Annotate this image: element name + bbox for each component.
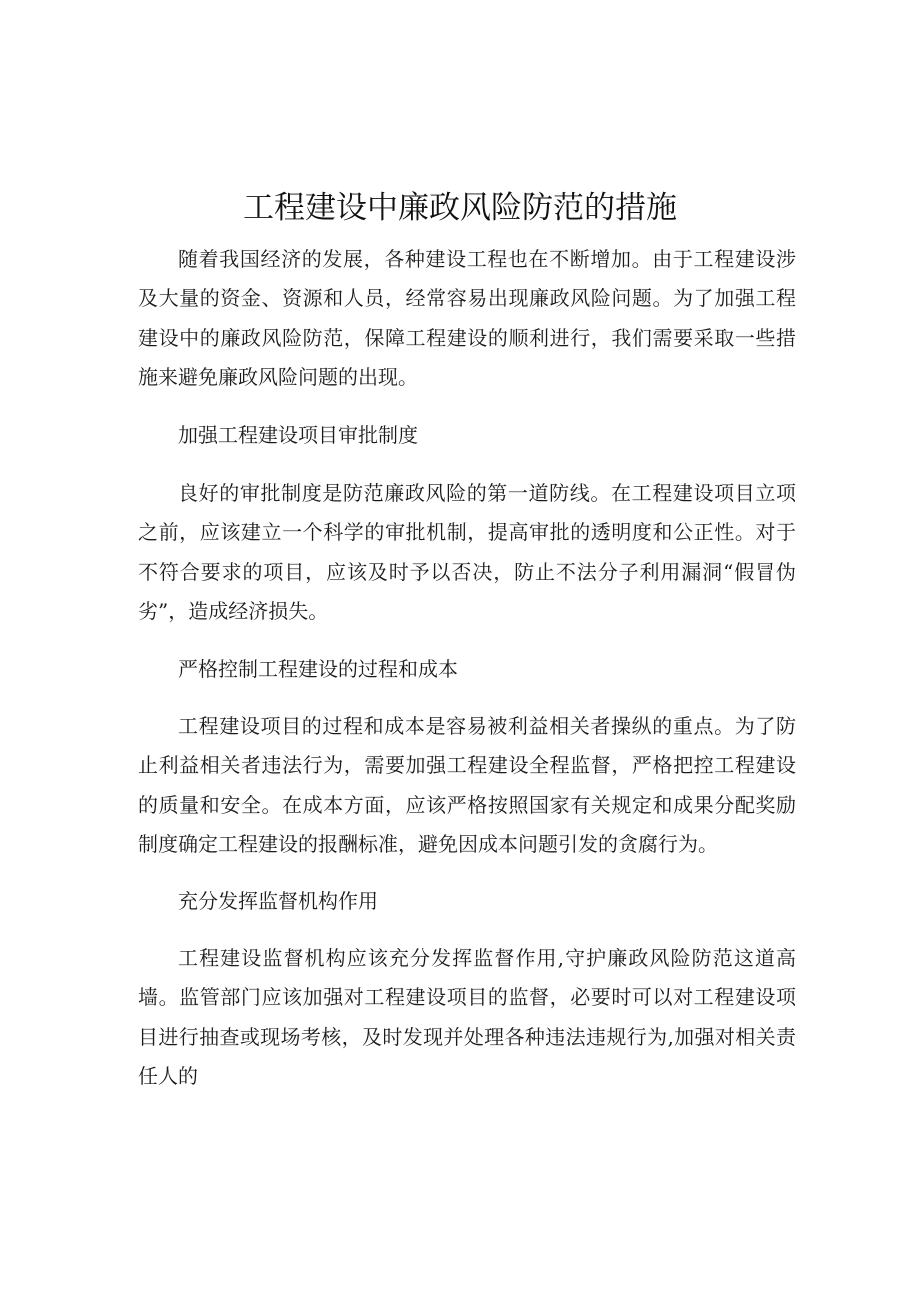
paragraph-supervision: 工程建设监督机构应该充分发挥监督作用,守护廉政风险防范这道高墙。监管部门应该加强对工程建设项目的监督，必要时可以对工程建设项目进行抽查或现场考核，及时发现并处理各种违法违规行为,加强对相关责任人的 [138, 946, 796, 1089]
paragraph-approval: 良好的审批制度是防范廉政风险的第一道防线。在工程建设项目立项之前，应该建立一个科学的审批机制，提高审批的透明度和公正性。对于不符合要求的项目，应该及时予以否决，防止不法分子利用漏洞“假冒伪劣”，造成经济损失。 [138, 481, 796, 624]
document-title: 工程建设中廉政风险防范的措施 [243, 190, 677, 226]
section-heading-supervision: 充分发挥监督机构作用 [178, 889, 378, 913]
intro-paragraph: 随着我国经济的发展，各种建设工程也在不断增加。由于工程建设涉及大量的资金、资源和人员，经常容易出现廉政风险问题。为了加强工程建设中的廉政风险防范，保障工程建设的顺利进行，我们需要采取一些措施来避免廉政风险问题的出现。 [138, 247, 796, 390]
paragraph-process-cost: 工程建设项目的过程和成本是容易被利益相关者操纵的重点。为了防止利益相关者违法行为，需要加强工程建设全程监督，严格把控工程建设的质量和安全。在成本方面，应该严格按照国家有关规定和成果分配奖励制度确定工程建设的报酬标准，避免因成本问题引发的贪腐行为。 [138, 714, 796, 857]
section-heading-process-cost: 严格控制工程建设的过程和成本 [178, 657, 458, 681]
section-heading-approval: 加强工程建设项目审批制度 [178, 423, 418, 447]
